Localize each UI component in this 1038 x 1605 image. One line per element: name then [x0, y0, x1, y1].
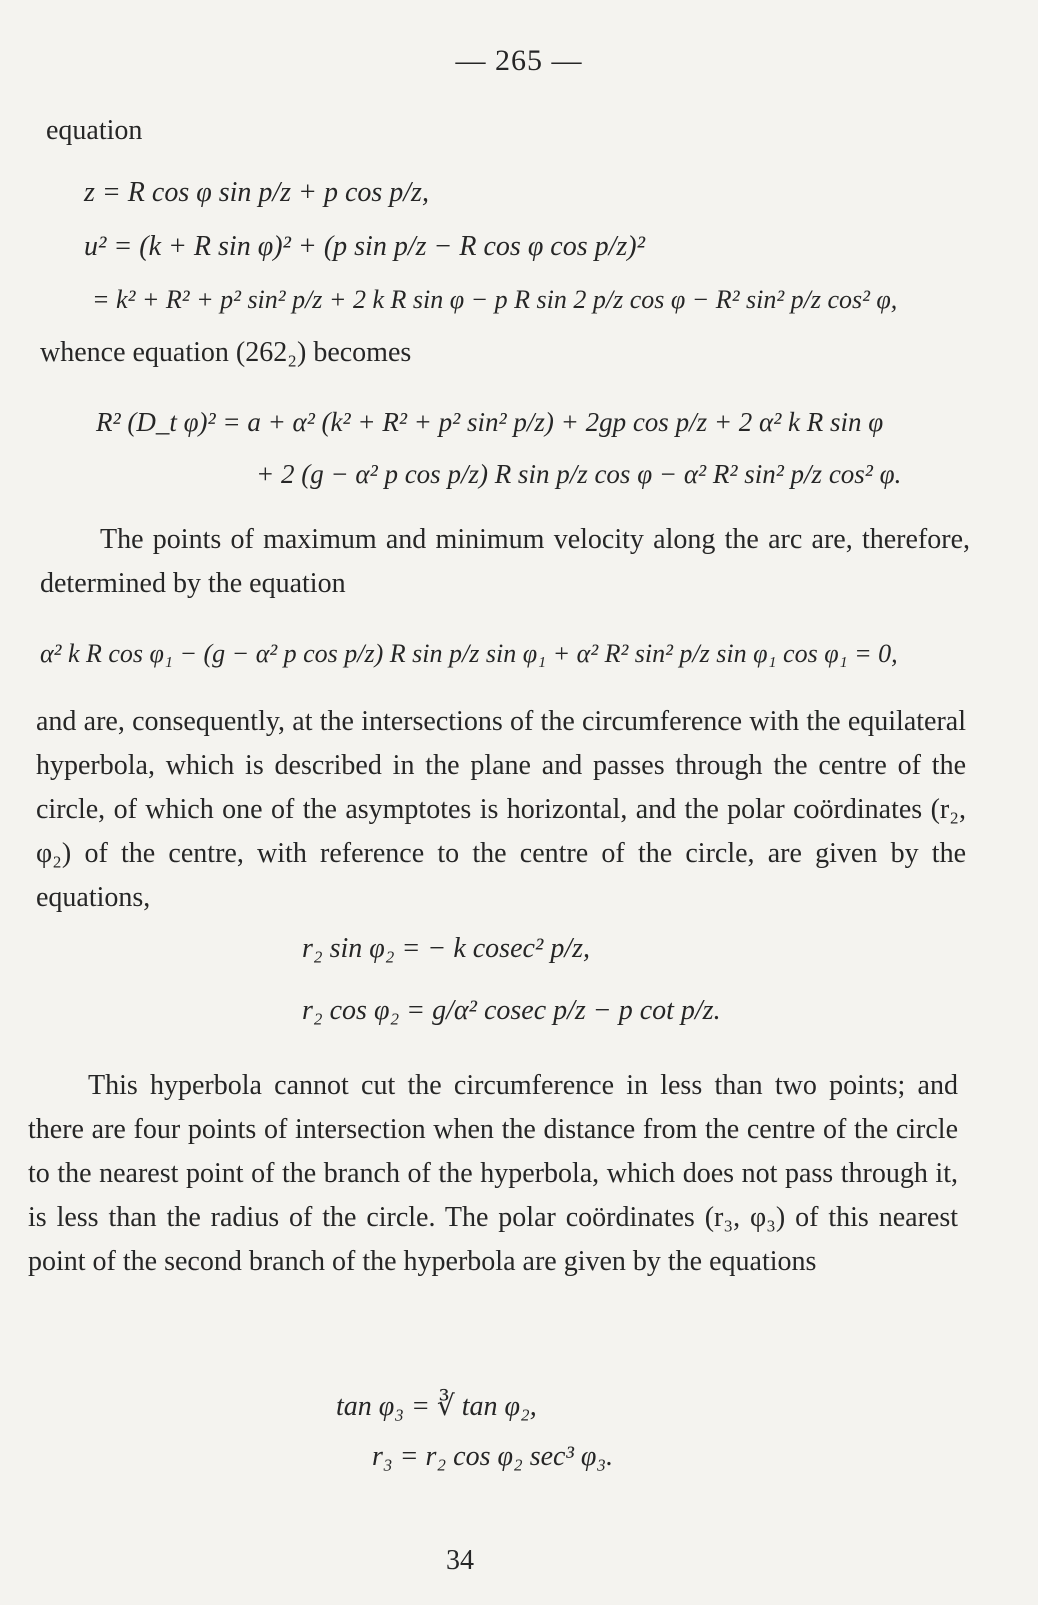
signature-mark: 34 [446, 1545, 474, 1576]
intro-word: equation [46, 115, 143, 146]
equation-tan-phi3: tan φ₃ = ∛ tan φ₂, [336, 1391, 537, 1422]
page-number: — 265 — [455, 44, 583, 77]
equation-z: z = R cos φ sin p/z + p cos p/z, [84, 177, 429, 208]
paragraph-text: This hyperbola cannot cut the circumference in less than two points; and there are four points of intersection when the distance from the centre of the circle to the nearest point of the branch of the hyperbola, which does not pass through it, is less than the radius of the circle. The polar coördinates (r₃, φ₃) of this nearest point of the second branch of the hyperbola are given by the equations [28, 1070, 958, 1277]
paragraph-intersections [36, 700, 966, 920]
whence-text: whence equation (262₂) becomes [40, 337, 412, 368]
equation-velocity-2: + 2 (g − α² p cos p/z) R sin p/z cos φ − α² R² sin² p/z cos² φ. [256, 459, 902, 489]
paragraph-maximum-minimum [40, 518, 970, 606]
equation-r2-sin: r₂ sin φ₂ = − k cosec² p/z, [302, 933, 590, 964]
equation-r2-cos: r₂ cos φ₂ = g/α² cosec p/z − p cot p/z. [302, 995, 721, 1026]
equation-r3: r₃ = r₂ cos φ₂ sec³ φ₃. [372, 1441, 614, 1472]
paragraph-hyperbola [28, 1064, 958, 1284]
equation-extrema: α² k R cos φ₁ − (g − α² p cos p/z) R sin p/z sin φ₁ + α² R² sin² p/z sin φ₁ cos φ₁ = 0, [40, 639, 898, 668]
equation-u-squared: u² = (k + R sin φ)² + (p sin p/z − R cos φ cos p/z)² [84, 231, 646, 262]
equation-u-squared-expanded: = k² + R² + p² sin² p/z + 2 k R sin φ − p R sin 2 p/z cos φ − R² sin² p/z cos² φ, [92, 285, 898, 314]
paragraph-text: The points of maximum and minimum velocity along the arc are, therefore, determined by the equation [40, 524, 970, 599]
paragraph-text: and are, consequently, at the intersections of the circumference with the equilateral hyperbola, which is described in the plane and passes through the centre of the circle, of which one of the asymptotes is horizontal, and the polar coördinates (r₂, φ₂) of the centre, with reference to the centre of the circle, are given by the equations, [36, 706, 966, 913]
equation-velocity-1: R² (D_t φ)² = a + α² (k² + R² + p² sin² p/z) + 2gp cos p/z + 2 α² k R sin φ [96, 407, 884, 437]
